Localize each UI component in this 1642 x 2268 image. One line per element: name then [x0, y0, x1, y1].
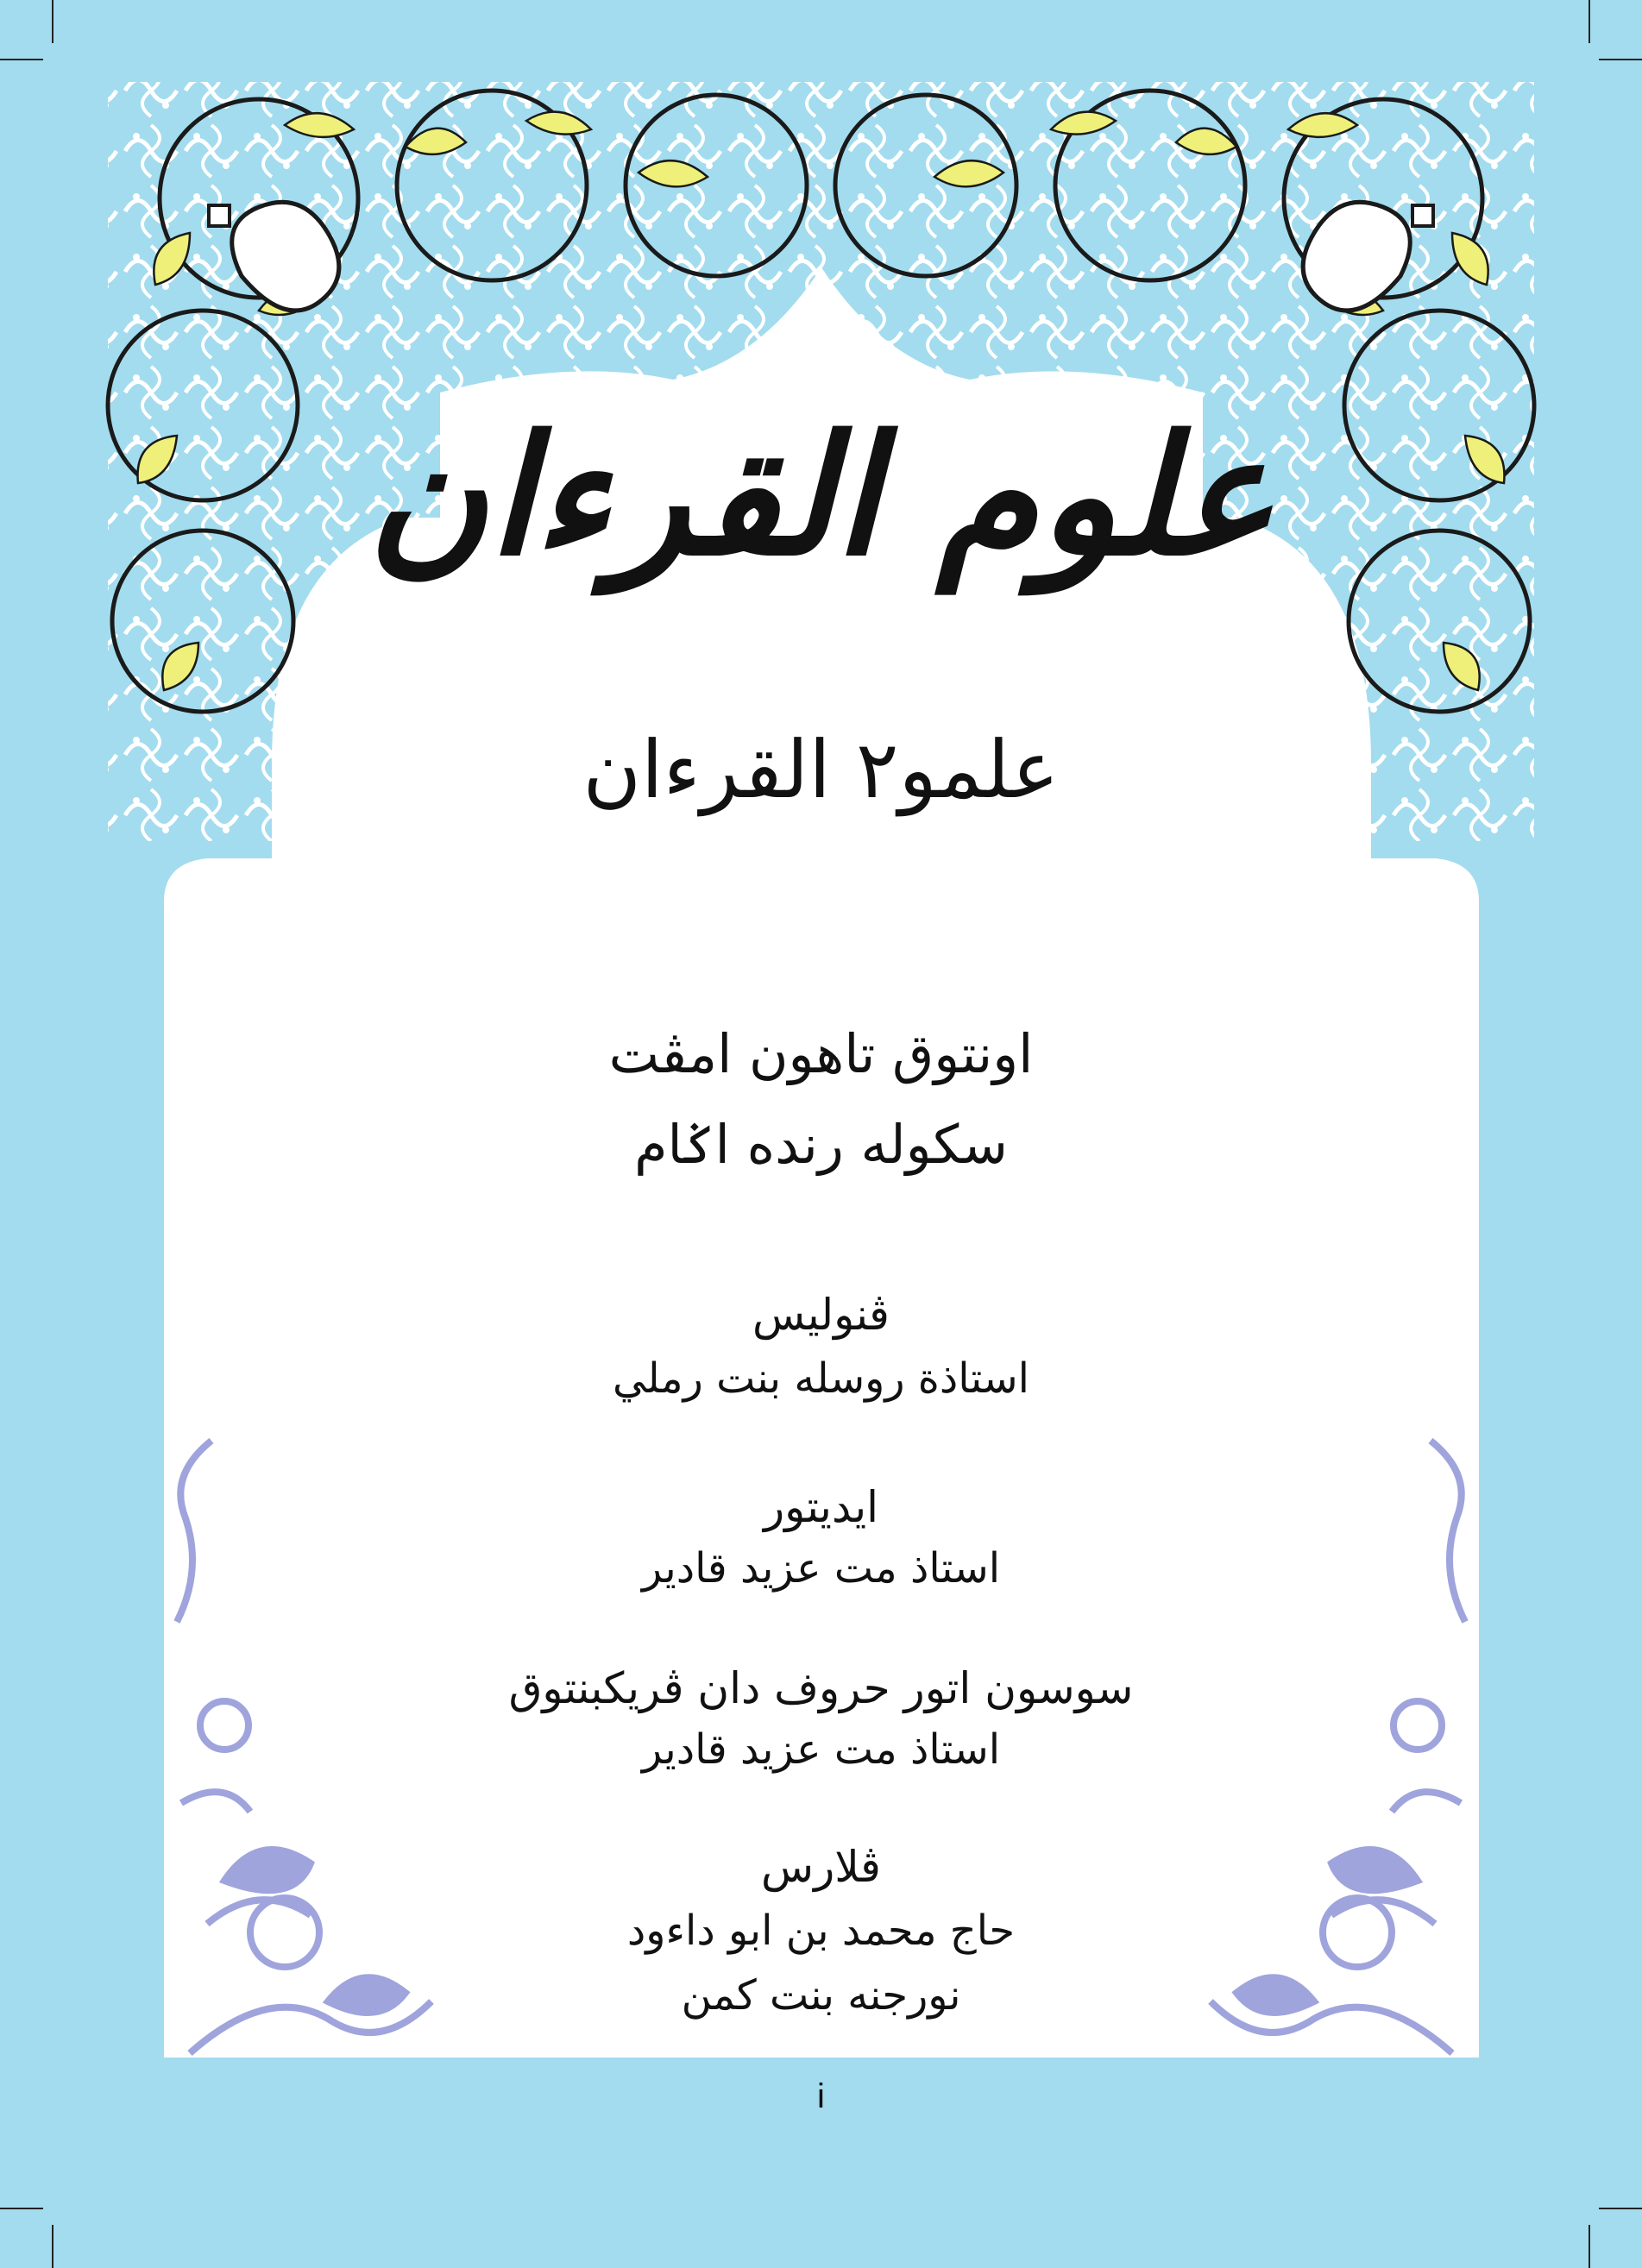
main-title: علوم القرءان: [367, 399, 1275, 592]
credit-role-typesetting: سوسون اتور حروف دان ڤريكبنتوق: [508, 1663, 1134, 1713]
credit-role-editor: ايديتور: [763, 1482, 879, 1532]
credit-name-reviewer-2: نورجنه بنت كمن: [681, 1971, 961, 2020]
page-number: i: [817, 2077, 825, 2115]
corner-square: [209, 205, 230, 226]
credit-name-author: استاذة روسله بنت رملي: [613, 1354, 1029, 1403]
credit-name-editor: استاذ مت عزيد قادير: [641, 1544, 1001, 1593]
credit-name-typesetting: استاذ مت عزيد قادير: [641, 1725, 1001, 1774]
credit-role-author: ڤنوليس: [752, 1290, 890, 1340]
sub-title: علمو٢ القرءان: [582, 724, 1060, 816]
corner-square: [1412, 205, 1433, 226]
credit-role-reviewer: ڤلارس: [761, 1842, 881, 1892]
credit-name-reviewer-1: حاج محمد بن ابو داءود: [626, 1907, 1016, 1955]
description-line-2: سكوله رنده اݢام: [634, 1113, 1008, 1176]
description-line-1: اونتوق تاهون امڤت: [608, 1022, 1034, 1085]
